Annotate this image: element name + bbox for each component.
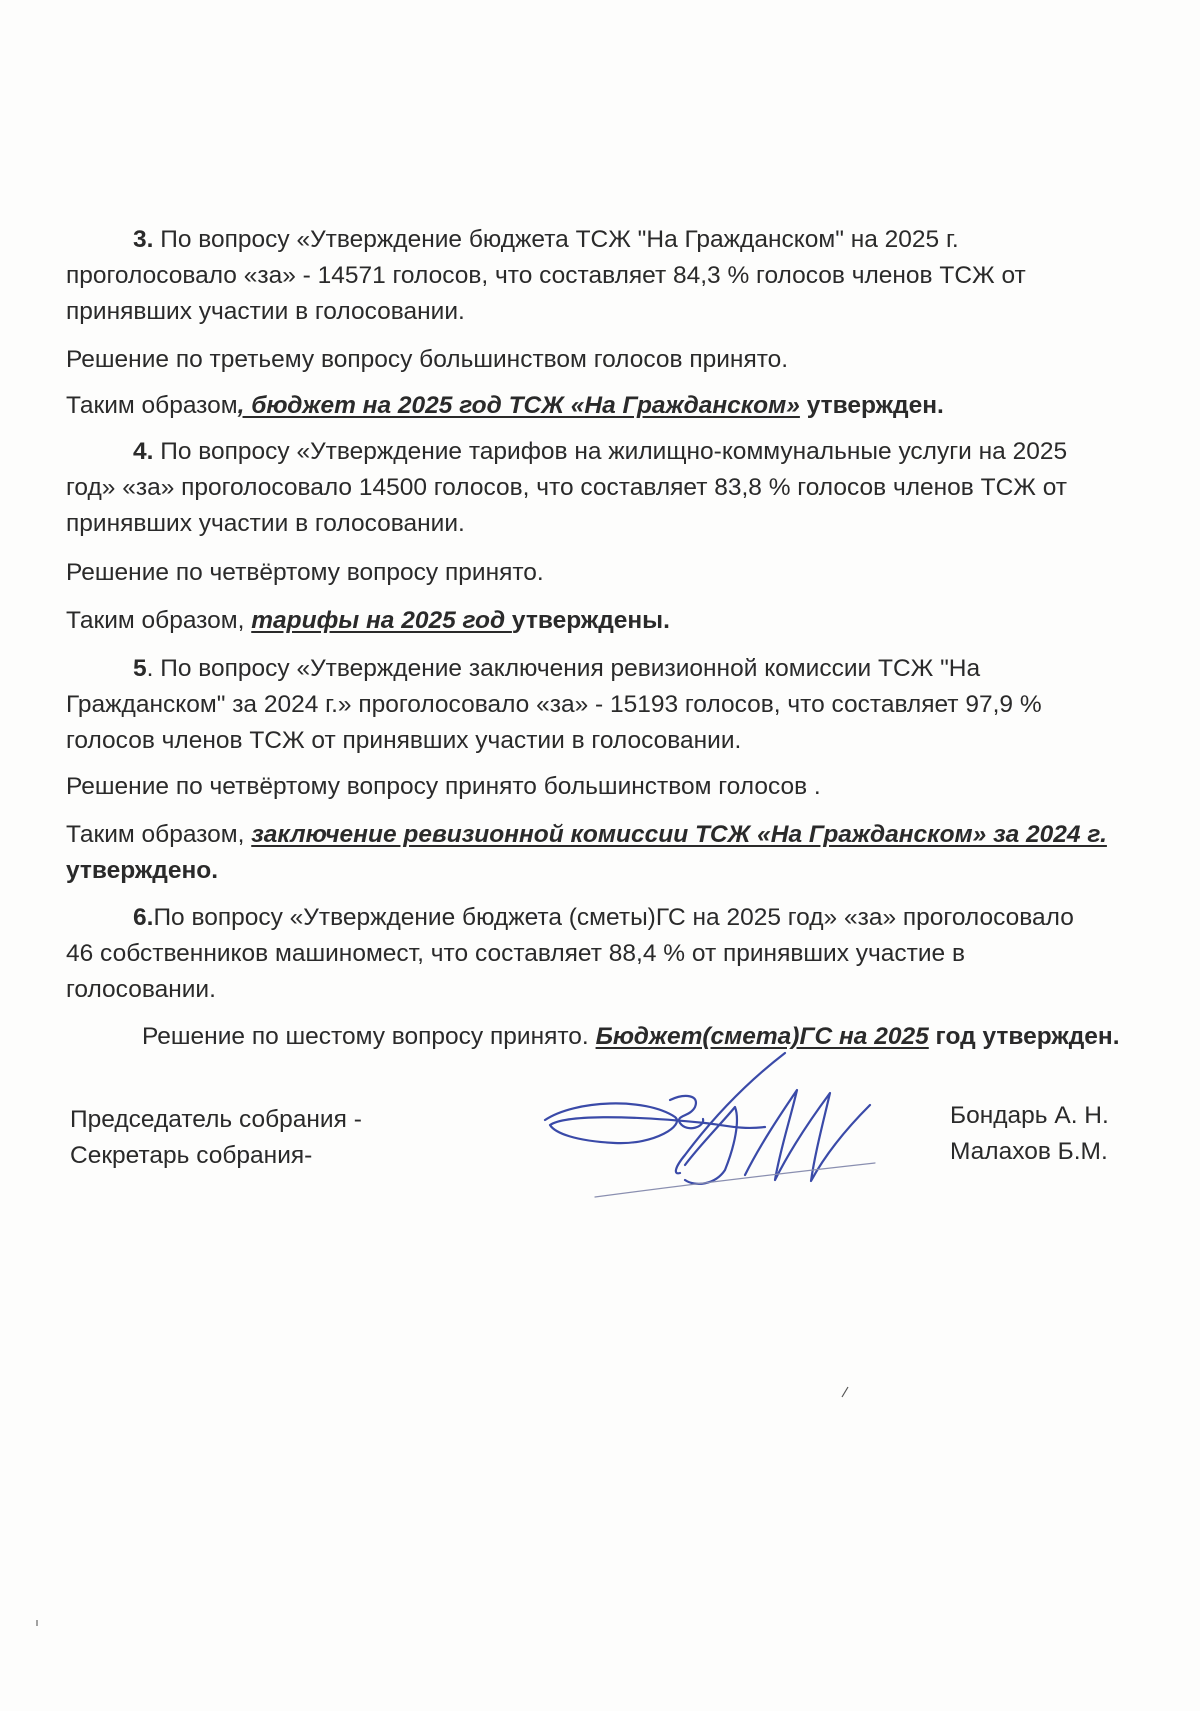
question-6-line-3: голосовании. [66, 976, 216, 1003]
question-5-result-suffix: утверждено. [66, 857, 219, 884]
question-6-paragraph [66, 900, 1146, 1008]
question-4-result-emphasis: тарифы на 2025 год [251, 607, 512, 634]
question-6-number: 6. [133, 904, 154, 931]
question-6-decision: Решение по шестому вопросу принято. Бюджет(смета)ГС на 2025 год утвержден. [142, 1023, 1120, 1050]
question-3-number: 3. [133, 226, 154, 253]
handwritten-signature-icon [535, 1045, 905, 1205]
question-4-line-1: 4. По вопросу «Утверждение тарифов на жилищно-коммунальные услуги на 2025 [133, 438, 1068, 465]
question-5-line-2: Гражданском" за 2024 г.» проголосовало «за» - 15193 голосов, что составляет 97,9 % [66, 691, 1042, 718]
chair-name: Бондарь А. Н. [950, 1102, 1109, 1129]
question-4-paragraph [66, 434, 1146, 542]
signature-labels [70, 1102, 362, 1174]
question-4-line-3: принявших участии в голосовании. [66, 510, 465, 537]
question-3-line-3: принявших участии в голосовании. [66, 298, 465, 325]
signatory-names [950, 1098, 1109, 1170]
secretary-label: Секретарь собрания- [70, 1142, 313, 1169]
question-4-line-2: год» «за» проголосовало 14500 голосов, что составляет 83,8 % голосов членов ТСЖ от [66, 474, 1068, 501]
scan-speck-icon [34, 1618, 40, 1628]
question-5-number: 5 [133, 655, 147, 682]
question-6-line-2: 46 собственников машиномест, что составляет 88,4 % от принявших участие в [66, 940, 965, 967]
question-3-paragraph [66, 222, 1146, 330]
secretary-name: Малахов Б.М. [950, 1138, 1108, 1165]
question-6-decision-emphasis: Бюджет(смета)ГС на 2025 [595, 1023, 929, 1050]
question-3-line-2: проголосовало «за» - 14571 голосов, что составляет 84,3 % голосов членов ТСЖ от [66, 262, 1026, 289]
question-3-result: Таким образом, бюджет на 2025 год ТСЖ «На Гражданском» утвержден. [66, 392, 944, 419]
question-4-result: Таким образом, тарифы на 2025 год утверждены. [66, 607, 670, 634]
question-4-number: 4. [133, 438, 154, 465]
question-3-result-emphasis: , бюджет на 2025 год ТСЖ «На Гражданском» [237, 392, 800, 419]
question-4-decision: Решение по четвёртому вопросу принято. [66, 559, 544, 586]
question-3-line-1: 3. По вопросу «Утверждение бюджета ТСЖ "На Гражданском" на 2025 г. [133, 226, 959, 253]
question-5-result-emphasis: заключение ревизионной комиссии ТСЖ «На Гражданском» за 2024 г. [251, 821, 1107, 848]
scan-speck-icon [840, 1385, 850, 1399]
question-5-paragraph [66, 651, 1146, 759]
question-5-result: Таким образом, заключение ревизионной комиссии ТСЖ «На Гражданском» за 2024 г. утверждено. [66, 817, 1146, 889]
question-5-line-1: 5. По вопросу «Утверждение заключения ревизионной комиссии ТСЖ "На [133, 655, 981, 682]
question-6-line-1: 6.По вопросу «Утверждение бюджета (сметы)ГС на 2025 год» «за» проголосовало [133, 904, 1074, 931]
question-5-line-3: голосов членов ТСЖ от принявших участии в голосовании. [66, 727, 742, 754]
question-5-decision: Решение по четвёртому вопросу принято большинством голосов . [66, 773, 821, 800]
question-3-decision: Решение по третьему вопросу большинством голосов принято. [66, 346, 789, 373]
chair-label: Председатель собрания - [70, 1106, 362, 1133]
